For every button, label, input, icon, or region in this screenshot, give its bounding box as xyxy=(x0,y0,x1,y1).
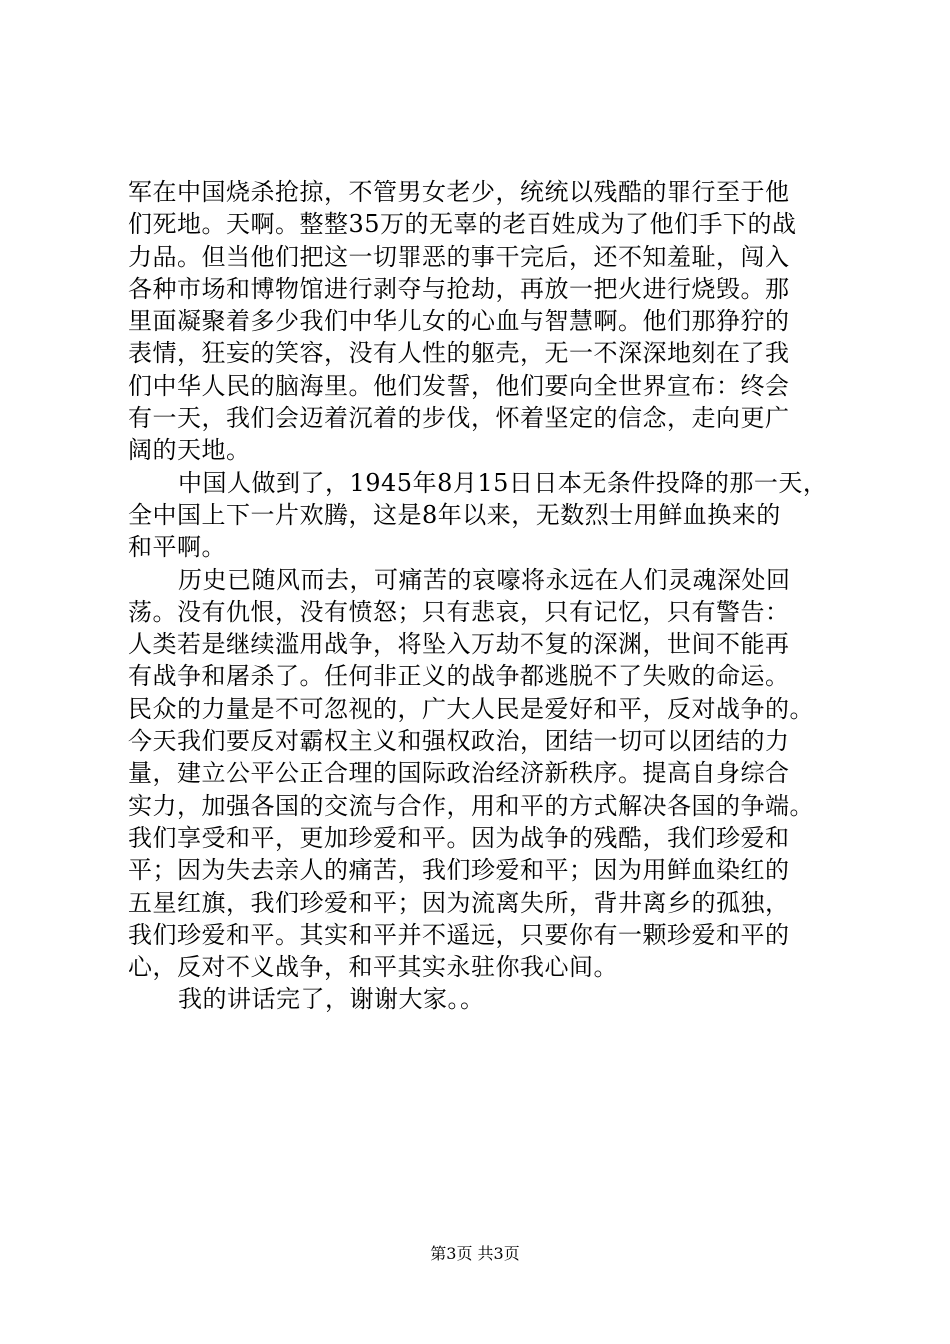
text-line: 和平啊。 xyxy=(128,533,226,562)
text-line: 民众的力量是不可忽视的，广大人民是爱好和平，反对战争的。 xyxy=(128,694,814,723)
text-line: 五星红旗，我们珍爱和平；因为流离失所，背井离乡的孤独， xyxy=(128,888,790,917)
text-line: 今天我们要反对霸权主义和强权政治，团结一切可以团结的力 xyxy=(128,727,790,756)
text-line: 我们珍爱和平。其实和平并不遥远，只要你有一颗珍爱和平的 xyxy=(128,920,790,949)
paragraph-start-line: 我的讲话完了，谢谢大家。。 xyxy=(178,985,485,1014)
text-line: 表情，狂妄的笑容，没有人性的躯壳，无一不深深地刻在了我 xyxy=(128,339,790,368)
text-line: 荡。没有仇恨，没有愤怒；只有悲哀，只有记忆，只有警告： xyxy=(128,597,790,626)
body-text xyxy=(128,176,853,1016)
text-line: 全中国上下一片欢腾，这是8年以来，无数烈士用鲜血换来的 xyxy=(128,500,781,529)
page-footer: 第3页 共3页 xyxy=(430,1244,520,1263)
text-line: 有一天，我们会迈着沉着的步伐，怀着坚定的信念，走向更广 xyxy=(128,404,790,433)
text-line: 心，反对不义战争，和平其实永驻你我心间。 xyxy=(128,953,618,982)
text-line: 里面凝聚着多少我们中华儿女的心血与智慧啊。他们那狰狞的 xyxy=(128,307,790,336)
text-line: 量，建立公平公正合理的国际政治经济新秩序。提高自身综合 xyxy=(128,759,790,788)
text-line: 实力，加强各国的交流与合作，用和平的方式解决各国的争端。 xyxy=(128,791,814,820)
text-line: 各种市场和博物馆进行剥夺与抢劫，再放一把火进行烧毁。那 xyxy=(128,274,790,303)
text-line: 平；因为失去亲人的痛苦，我们珍爱和平；因为用鲜血染红的 xyxy=(128,856,790,885)
text-line: 我们享受和平，更加珍爱和平。因为战争的残酷，我们珍爱和 xyxy=(128,823,790,852)
text-line: 人类若是继续滥用战争，将坠入万劫不复的深渊，世间不能再 xyxy=(128,630,790,659)
text-line: 力品。但当他们把这一切罪恶的事干完后，还不知羞耻，闯入 xyxy=(128,242,790,271)
text-line: 有战争和屠杀了。任何非正义的战争都逃脱不了失败的命运。 xyxy=(128,662,790,691)
text-line: 们死地。天啊。整整35万的无辜的老百姓成为了他们手下的战 xyxy=(128,210,797,239)
text-line: 们中华人民的脑海里。他们发誓，他们要向全世界宣布：终会 xyxy=(128,371,790,400)
paragraph-start-line: 历史已随风而去，可痛苦的哀嚎将永远在人们灵魂深处回 xyxy=(178,565,791,594)
text-line: 阔的天地。 xyxy=(128,436,251,465)
paragraph-start-line: 中国人做到了，1945年8月15日日本无条件投降的那一天， xyxy=(178,468,828,497)
text-line: 军在中国烧杀抢掠，不管男女老少，统统以残酷的罪行至于他 xyxy=(128,178,790,206)
